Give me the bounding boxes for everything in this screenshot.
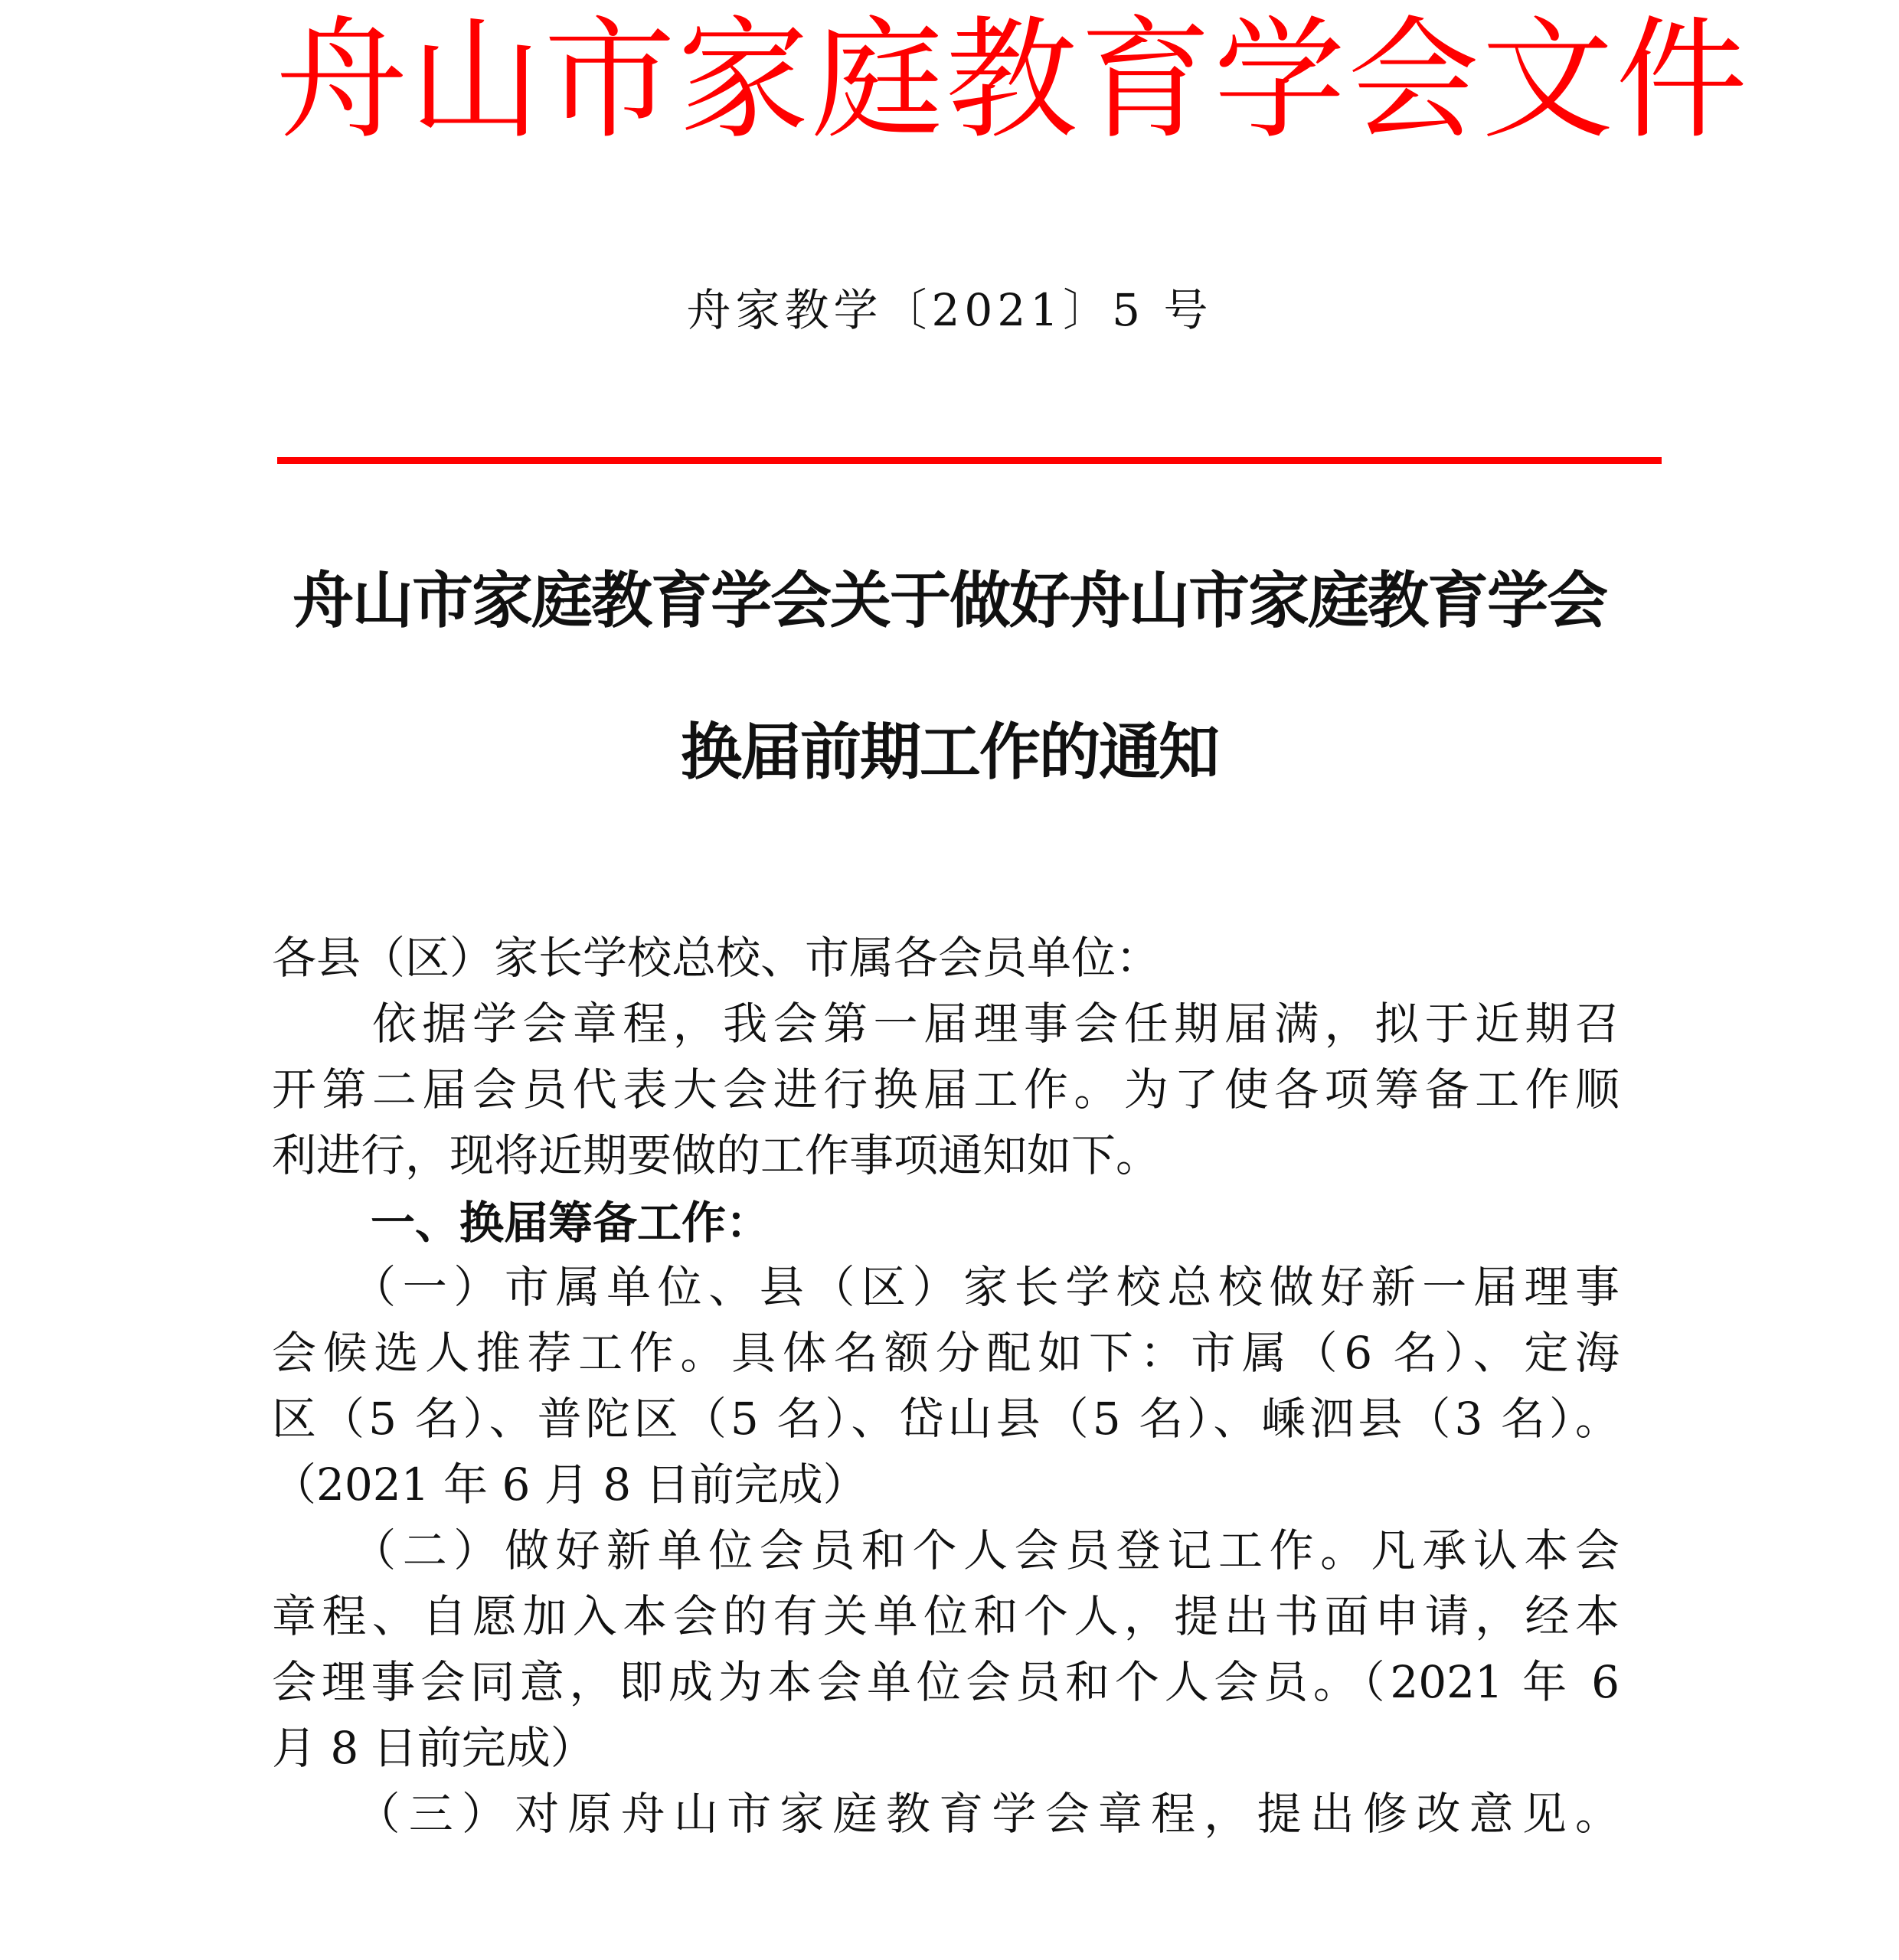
section-1-heading: 一、换届筹备工作：: [371, 1197, 771, 1249]
notice-title-line-2: 换届前期工作的通知: [681, 717, 1218, 788]
item-1-line-2: 会候选人推荐工作。具体名额分配如下：市属（6 名）、定海: [272, 1327, 1620, 1379]
item-1-line-4: （2021 年 6 月 8 日前完成）: [272, 1459, 868, 1511]
item-2-line-4: 月 8 日前完成）: [272, 1722, 595, 1774]
addressee-line: 各县（区）家长学校总校、市属各会员单位：: [272, 932, 1161, 984]
intro-line-3: 利进行，现将近期要做的工作事项通知如下。: [272, 1129, 1161, 1181]
item-2-line-1: （二）做好新单位会员和个人会员登记工作。凡承认本会: [272, 1524, 1620, 1576]
item-2-line-3: 会理事会同意，即成为本会单位会员和个人会员。（2021 年 6: [272, 1656, 1620, 1708]
notice-title-line-1: 舟山市家庭教育学会关于做好舟山市家庭教育学会: [293, 565, 1606, 636]
red-divider-line: [277, 457, 1662, 464]
item-1-line-3: 区（5 名）、普陀区（5 名）、岱山县（5 名）、嵊泗县（3 名）。: [272, 1393, 1620, 1445]
item-1-line-1: （一）市属单位、县（区）家长学校总校做好新一届理事: [272, 1261, 1620, 1313]
item-3-line-1: （三）对原舟山市家庭教育学会章程，提出修改意见。: [272, 1788, 1620, 1840]
intro-line-2: 开第二届会员代表大会进行换届工作。为了使各项筹备工作顺: [272, 1063, 1620, 1116]
document-number: 舟家教学〔2021〕5 号: [686, 284, 1213, 336]
masthead-title: 舟山市家庭教育学会文件: [276, 3, 1750, 157]
item-2-line-2: 章程、自愿加入本会的有关单位和个人，提出书面申请，经本: [272, 1590, 1620, 1642]
intro-line-1: 依据学会章程，我会第一届理事会任期届满，拟于近期召: [272, 998, 1620, 1050]
